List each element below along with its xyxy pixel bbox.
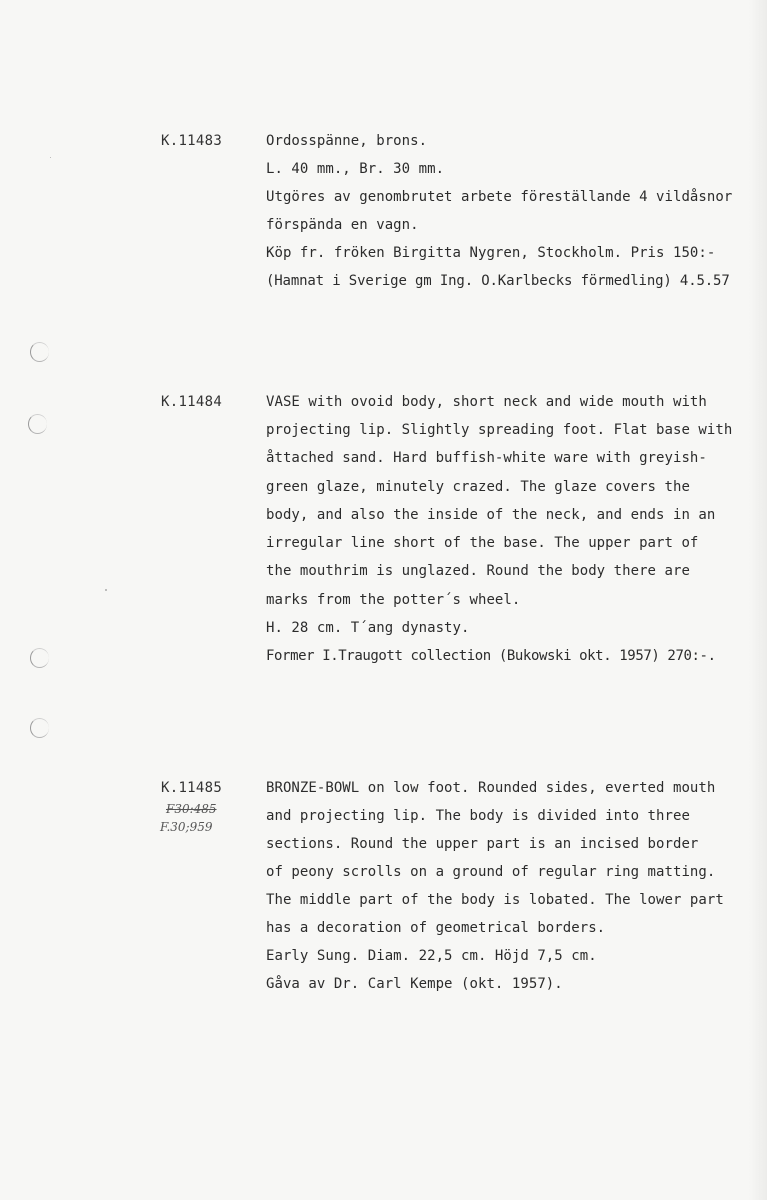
handwritten-note-struck: F30:485	[166, 802, 217, 816]
description-line: of peony scrolls on a ground of regular ring matting.	[266, 864, 716, 880]
punch-hole-4	[30, 718, 49, 738]
description-line: L. 40 mm., Br. 30 mm.	[266, 161, 445, 177]
description-line: åttached sand. Hard buffish-white ware with greyish-	[266, 450, 707, 466]
description-line: Ordosspänne, brons.	[266, 133, 428, 149]
description-line: green glaze, minutely crazed. The glaze covers the	[266, 479, 690, 495]
description-line: Gåva av Dr. Carl Kempe (okt. 1957).	[266, 976, 563, 992]
description-line: the mouthrim is unglazed. Round the body there are	[266, 563, 690, 579]
description-line: sections. Round the upper part is an incised border	[266, 836, 699, 852]
description-line: VASE with ovoid body, short neck and wide mouth with	[266, 394, 707, 410]
page-edge-shadow	[749, 0, 767, 1200]
description-line: (Hamnat i Sverige gm Ing. O.Karlbecks förmedling) 4.5.57	[266, 273, 730, 289]
description-line: irregular line short of the base. The upper part of	[266, 535, 699, 551]
description-line: has a decoration of geometrical borders.	[266, 920, 606, 936]
catalog-number: K.11483	[161, 133, 223, 149]
description-line: BRONZE-BOWL on low foot. Rounded sides, everted mouth	[266, 780, 716, 796]
description-line: Former I.Traugott collection (Bukowski okt. 1957) 270:-.	[266, 648, 716, 664]
catalog-number: K.11485	[161, 780, 223, 796]
description-line: Utgöres av genombrutet arbete föreställande 4 vildåsnor	[266, 189, 733, 205]
description-line: marks from the potter´s wheel.	[266, 592, 521, 608]
punch-hole-3	[30, 648, 49, 668]
description-line: H. 28 cm. T´ang dynasty.	[266, 620, 470, 636]
description-line: Early Sung. Diam. 22,5 cm. Höjd 7,5 cm.	[266, 948, 597, 964]
description-line: body, and also the inside of the neck, and ends in an	[266, 507, 716, 523]
description-line: projecting lip. Slightly spreading foot. Flat base with	[266, 422, 733, 438]
catalog-number: K.11484	[161, 394, 223, 410]
handwritten-note: F.30;959	[160, 820, 213, 834]
paper-speck	[50, 157, 51, 158]
paper-speck	[105, 589, 107, 591]
description-line: The middle part of the body is lobated. The lower part	[266, 892, 724, 908]
description-line: förspända en vagn.	[266, 217, 419, 233]
punch-hole-2	[28, 414, 47, 434]
punch-hole-1	[30, 342, 49, 362]
description-line: Köp fr. fröken Birgitta Nygren, Stockholm. Pris 150:-	[266, 245, 716, 261]
description-line: and projecting lip. The body is divided into three	[266, 808, 690, 824]
